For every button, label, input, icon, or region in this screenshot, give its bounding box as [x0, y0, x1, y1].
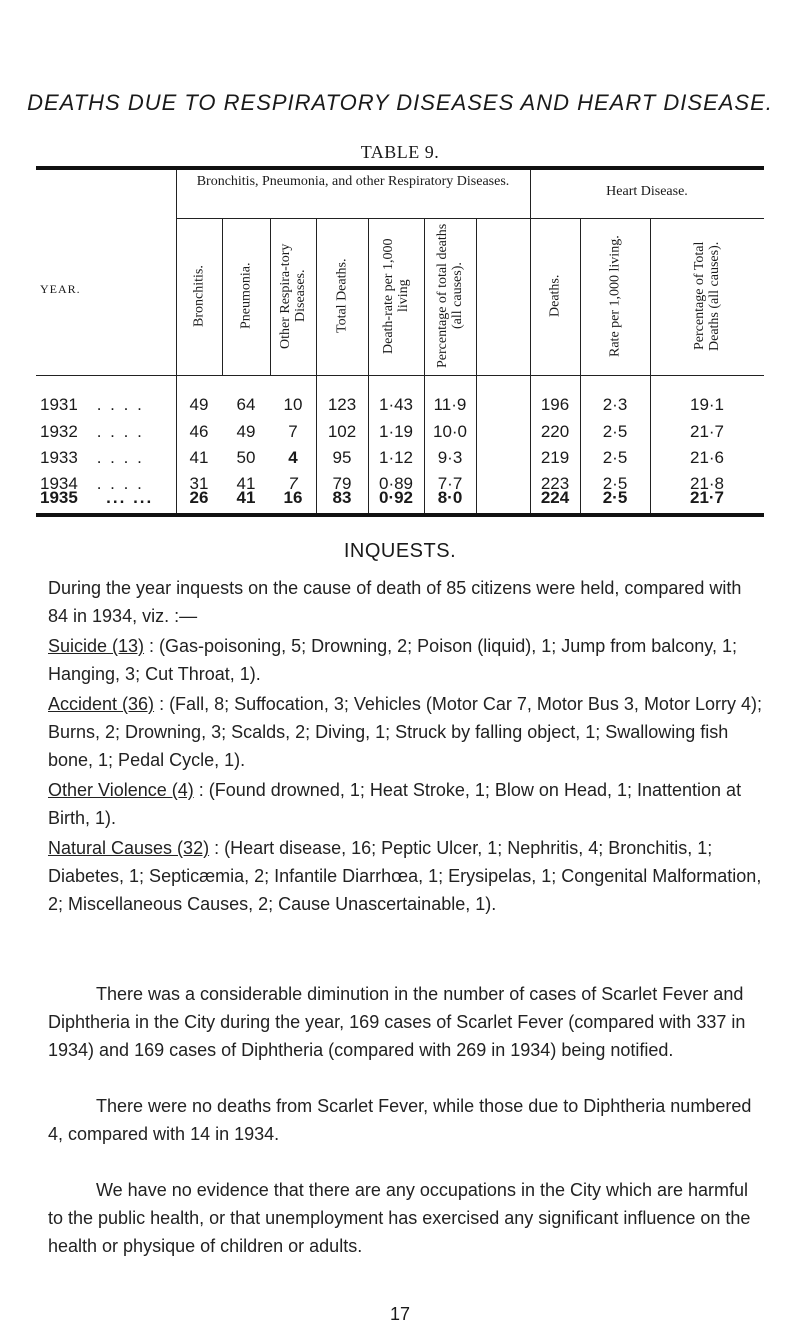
cell-heart-percentage: 21·7 [689, 488, 725, 507]
cell-pneumonia: 41 [236, 488, 256, 507]
paragraph-scarlet-fever: There was a considerable diminution in the number of cases of Scarlet Fever and Diphtheria in the City during the year, 169 cases of Scarlet Fever (compared with 337 in 1934) and 169 cases of Diphtheria (compared with 269 in 1934) being notified. [48, 984, 746, 1060]
table-label: TABLE 9. [360, 142, 440, 162]
cell-percentage: 11·9 [433, 395, 467, 414]
cell-bronchitis: 49 [189, 395, 209, 414]
cell-death-rate: 0·92 [378, 488, 414, 507]
col-divider [270, 218, 271, 375]
cell-percentage: 9·3 [437, 448, 463, 467]
cell-bronchitis: 41 [189, 448, 209, 467]
cell-heart-percentage: 19·1 [689, 395, 725, 414]
cell-death-rate: 1·12 [378, 448, 414, 467]
col-header-heart-deaths: Deaths. [547, 274, 563, 318]
row-year: 1931 . . . . [40, 395, 144, 414]
cell-bronchitis: 26 [189, 488, 209, 507]
cell-bronchitis: 31 [189, 474, 209, 493]
cell-other-respiratory: 7 [288, 474, 298, 493]
cell-heart-deaths: 223 [540, 474, 570, 493]
cell-pneumonia: 41 [236, 474, 256, 493]
col-header-heart-rate: Rate per 1,000 living. [607, 235, 623, 357]
inquest-suicide [48, 632, 764, 688]
col-divider [476, 218, 477, 513]
inquest-detail: : (Found drowned, 1; Heat Stroke, 1; Blow on Head, 1; Inattention at Birth, 1). [48, 780, 742, 828]
cell-heart-percentage: 21·8 [689, 474, 725, 493]
inquest-label: Other Violence (4) [48, 780, 194, 800]
cell-other-respiratory: 4 [288, 448, 298, 467]
inquest-detail: : (Gas-poisoning, 5; Drowning, 2; Poison (liquid), 1; Jump from balcony, 1; Hanging, 3; Cut Throat, 1). [48, 636, 737, 684]
paragraph-diphtheria: There were no deaths from Scarlet Fever, while those due to Diphtheria numbered 4, compared with 14 in 1934. [48, 1096, 752, 1144]
inquests-heading: INQUESTS. [343, 540, 457, 562]
cell-heart-rate: 2·3 [602, 395, 628, 414]
table-top-rule [36, 166, 764, 170]
cell-bronchitis: 46 [189, 422, 209, 441]
inquests-intro: During the year inquests on the cause of death of 85 citizens were held, compared with 84 in 1934, viz. :— [48, 578, 742, 626]
col-header-percentage-respiratory: Percentage of total deaths (all causes). [435, 223, 465, 369]
year-column-header: YEAR. [40, 282, 81, 296]
col-header-pneumonia: Pneumonia. [238, 262, 254, 330]
row-year: 1935 ... ... [40, 488, 154, 507]
cell-percentage: 8·0 [437, 488, 463, 507]
cell-heart-percentage: 21·7 [689, 422, 725, 441]
cell-other-respiratory: 10 [283, 395, 303, 414]
cell-pneumonia: 64 [236, 395, 256, 414]
col-header-death-rate: Death-rate per 1,000 living [381, 238, 411, 354]
respiratory-group-header: Bronchitis, Pneumonia, and other Respiratory Diseases. [196, 174, 510, 189]
cell-total-deaths: 102 [327, 422, 357, 441]
leader-dots: . . . . [96, 448, 144, 467]
leader-dots: ... ... [106, 488, 154, 507]
paragraph-occupations: We have no evidence that there are any occupations in the City which are harmful to the public health, or that unemployment has exercised any significant influence on the health or physique of children or adults. [48, 1180, 751, 1256]
row-year: 1934 . . . . [40, 474, 144, 493]
cell-heart-deaths: 220 [540, 422, 570, 441]
col-header-total-deaths: Total Deaths. [334, 258, 350, 334]
cell-total-deaths: 95 [332, 448, 352, 467]
cell-heart-deaths: 196 [540, 395, 570, 414]
cell-heart-rate: 2·5 [602, 448, 628, 467]
inquest-accident [48, 690, 764, 774]
cell-total-deaths: 83 [332, 488, 352, 507]
cell-heart-rate: 2·5 [602, 488, 628, 507]
inquest-label: Accident (36) [48, 694, 155, 714]
cell-heart-rate: 2·5 [602, 474, 628, 493]
col-divider [222, 218, 223, 375]
group-header-rule [176, 218, 764, 219]
cell-heart-percentage: 21·6 [689, 448, 725, 467]
leader-dots: . . . . [96, 422, 144, 441]
row-year: 1932 . . . . [40, 422, 144, 441]
inquest-natural-causes [48, 834, 764, 918]
cell-death-rate: 0·89 [378, 474, 414, 493]
cell-heart-deaths: 224 [540, 488, 570, 507]
row-year: 1933 . . . . [40, 448, 144, 467]
cell-total-deaths: 79 [332, 474, 352, 493]
heart-group-header: Heart Disease. [606, 184, 688, 199]
leader-dots: . . . . [96, 474, 144, 493]
col-header-heart-percentage: Percentage of Total Deaths (all causes). [692, 241, 722, 351]
cell-pneumonia: 50 [236, 448, 256, 467]
cell-pneumonia: 49 [236, 422, 256, 441]
header-rule [36, 375, 764, 376]
inquest-other-violence [48, 776, 764, 832]
col-header-bronchitis: Bronchitis. [191, 265, 207, 327]
inquest-label: Suicide (13) [48, 636, 145, 656]
inquest-label: Natural Causes (32) [48, 838, 210, 858]
table-bottom-rule [36, 513, 764, 517]
cell-percentage: 7·7 [437, 474, 463, 493]
cell-other-respiratory: 7 [288, 422, 298, 441]
cell-other-respiratory: 16 [283, 488, 303, 507]
page-title: DEATHS DUE TO RESPIRATORY DISEASES AND HEART DISEASE. [27, 90, 773, 115]
page-number: 17 [389, 1304, 411, 1324]
inquest-detail: : (Heart disease, 16; Peptic Ulcer, 1; Nephritis, 4; Bronchitis, 1; Diabetes, 1; Septicæmia, 2; Infantile Diarrhœa, 1; Erysipelas, 1; Congenital Malformation, 2; Miscellaneous Causes, 2; Cause Unascertainable, 1). [48, 838, 762, 914]
cell-heart-rate: 2·5 [602, 422, 628, 441]
col-header-other-respiratory: Other Respira-tory Diseases. [278, 243, 308, 349]
cell-death-rate: 1·43 [378, 395, 414, 414]
cell-death-rate: 1·19 [378, 422, 414, 441]
leader-dots: . . . . [96, 395, 144, 414]
inquest-detail: : (Fall, 8; Suffocation, 3; Vehicles (Motor Car 7, Motor Bus 3, Motor Lorry 4); Burns, 2; Drowning, 3; Scalds, 2; Diving, 1; Struck by falling object, 1; Swallowing fish bone, 1; Pedal Cycle, 1). [48, 694, 762, 770]
cell-total-deaths: 123 [327, 395, 357, 414]
cell-percentage: 10·0 [432, 422, 468, 441]
cell-heart-deaths: 219 [540, 448, 570, 467]
